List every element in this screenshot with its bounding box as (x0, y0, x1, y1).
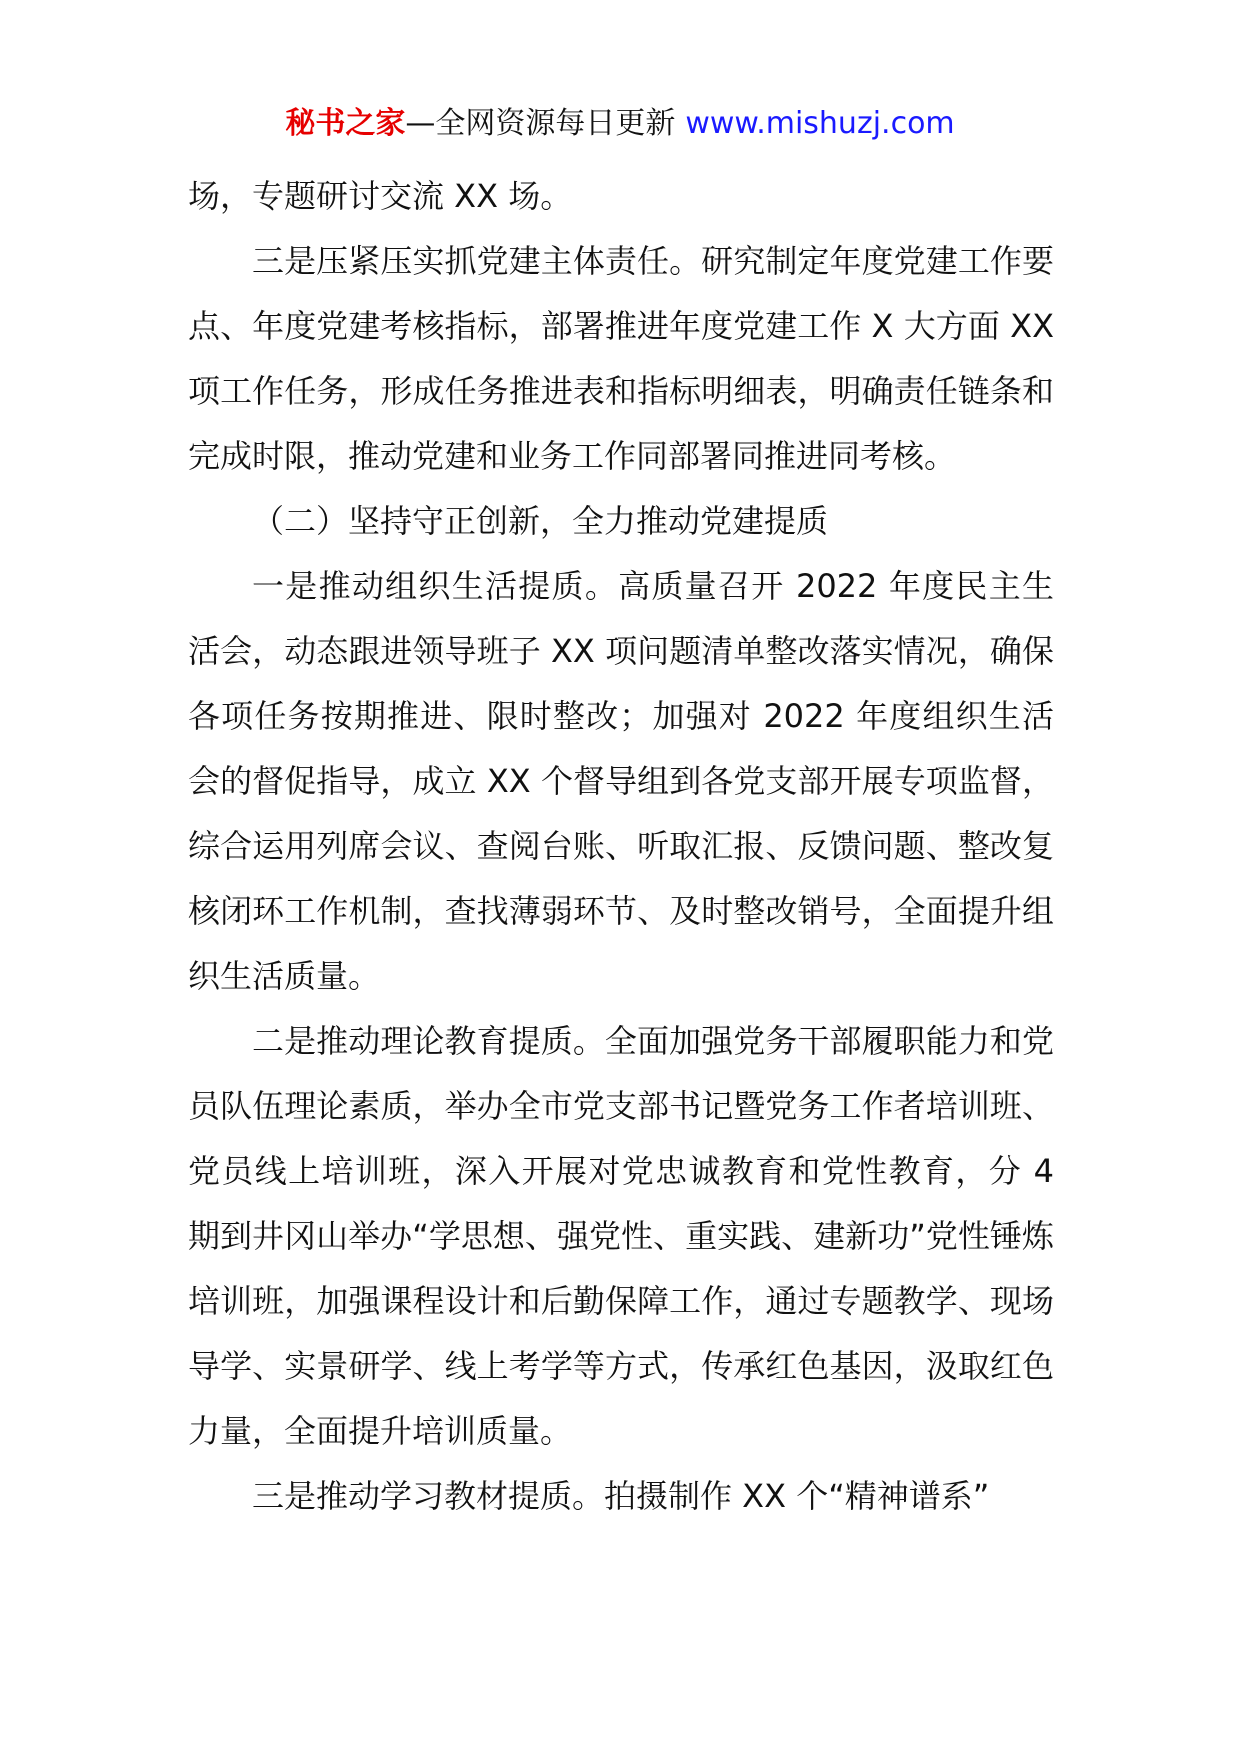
section-heading: （二）坚持守正创新，全力推动党建提质 (252, 502, 829, 540)
paragraph-continuation: 场，专题研讨交流 XX 场。 (188, 177, 573, 215)
document-body (188, 164, 1054, 1529)
paragraph-learning-materials: 三是推动学习教材提质。拍摄制作 XX 个“精神谱系” (252, 1477, 990, 1515)
header-url-link[interactable]: www.mishuzj.com (685, 106, 955, 141)
paragraph-party-responsibility: 三是压紧压实抓党建主体责任。研究制定年度党建工作要点、年度党建考核指标，部署推进年度党建工作 X 大方面 XX 项工作任务，形成任务推进表和指标明细表，明确责任链条和完成时限，推动党建和业务工作同部署同推进同考核。 (188, 242, 1054, 475)
header-brand: 秘书之家 (285, 106, 406, 141)
paragraph-organizational-life: 一是推动组织生活提质。高质量召开 2022 年度民主生活会，动态跟进领导班子 XX 项问题清单整改落实情况，确保各项任务按期推进、限时整改；加强对 2022 年度组织生活会的督促指导，成立 XX 个督导组到各党支部开展专项监督，综合运用列席会议、查阅台账、听取汇报、反馈问题、整改复核闭环工作机制，查找薄弱环节、及时整改销号，全面提升组织生活质量。 (188, 567, 1054, 995)
header-tagline: —全网资源每日更新 (405, 106, 676, 141)
page-header (0, 103, 1240, 145)
paragraph-theory-education: 二是推动理论教育提质。全面加强党务干部履职能力和党员队伍理论素质，举办全市党支部书记暨党务工作者培训班、党员线上培训班，深入开展对党忠诚教育和党性教育，分 4 期到井冈山举办“学思想、强党性、重实践、建新功”党性锤炼培训班，加强课程设计和后勤保障工作，通过专题教学、现场导学、实景研学、线上考学等方式，传承红色基因，汲取红色力量，全面提升培训质量。 (188, 1022, 1054, 1450)
